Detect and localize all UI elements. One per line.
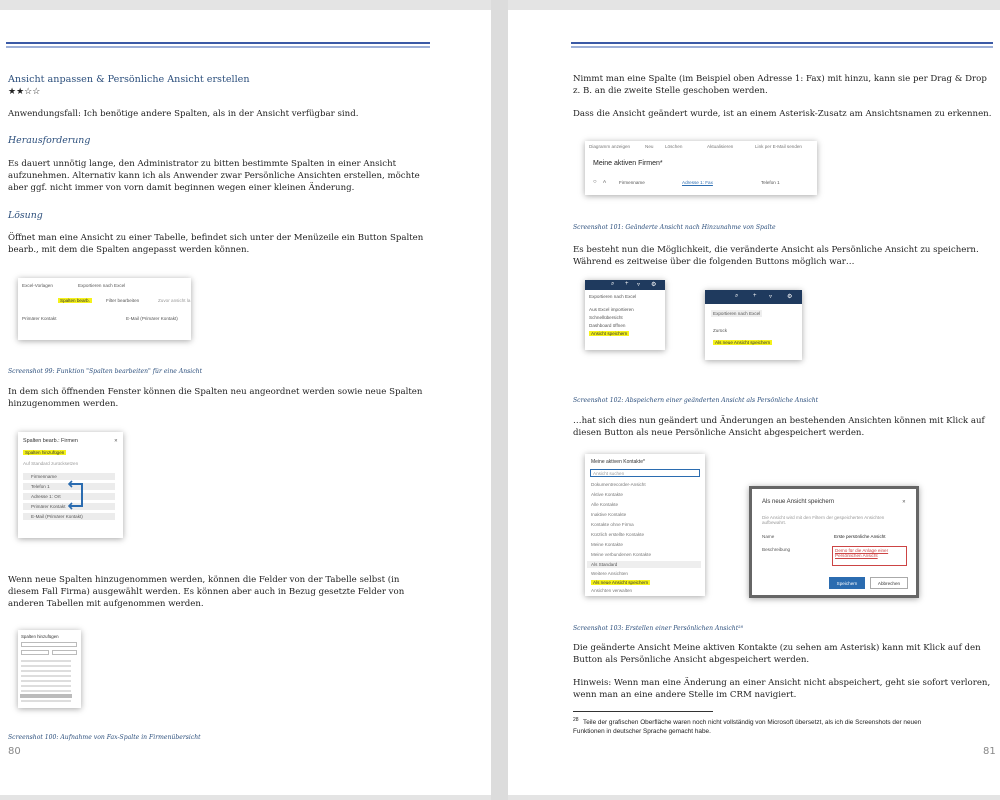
field-row bbox=[21, 675, 71, 677]
caption-99: Screenshot 99: Funktion "Spalten bearbeiten" für eine Ansicht bbox=[8, 368, 203, 375]
caption-103: Screenshot 103: Erstellen einer Persönlichen Ansicht²⁸ bbox=[573, 625, 744, 632]
toolbar-new: Neu bbox=[645, 144, 654, 149]
filter-icon: ▿ bbox=[637, 282, 641, 288]
column-row: Primärer Kontakt bbox=[23, 503, 115, 510]
export-excel-btn: Exportieren nach Excel bbox=[78, 283, 126, 288]
search-icon: ⌕ bbox=[735, 293, 739, 299]
open-dashboard-item: Dashboard öffnen bbox=[589, 323, 626, 328]
p2: Dass die Ansicht geändert wurde, ist an einem Asterisk-Zusatz am Ansichtsnamen zu erkennen. bbox=[573, 109, 992, 119]
back-item: Zurück bbox=[713, 328, 728, 333]
screenshot-101 bbox=[585, 141, 817, 195]
gear-icon: ⚙ bbox=[651, 282, 657, 288]
edit-columns-btn: Spalten bearb. bbox=[60, 298, 90, 303]
gear-icon: ⚙ bbox=[787, 294, 793, 300]
toolbar-refresh: Aktualisieren bbox=[707, 144, 734, 149]
p1-line-1: Nimmt man eine Spalte (im Beispiel oben Adresse 1: Fax) mit hinzu, kann sie per Drag & Drop bbox=[573, 74, 987, 84]
manage-views-item: Ansichten verwalten bbox=[591, 588, 633, 593]
filter-icon: ▿ bbox=[769, 294, 773, 300]
footnote-line-2: Funktionen in deutscher Sprache gemacht habe. bbox=[573, 728, 711, 735]
type-select bbox=[52, 650, 77, 655]
col-phone: Telefon 1 bbox=[761, 180, 780, 185]
toolbar-chart: Diagramm anzeigen bbox=[589, 144, 631, 149]
reset-default-link: Auf Standard zurücksetzen bbox=[23, 461, 79, 466]
column-row: Adresse 1: Ort bbox=[23, 493, 115, 500]
screenshot-99 bbox=[18, 278, 191, 340]
field-row bbox=[21, 660, 71, 662]
field-row bbox=[21, 690, 71, 692]
field-row bbox=[21, 670, 71, 672]
dialog-title: Als neue Ansicht speichern bbox=[762, 499, 835, 505]
col-company: Firmenname bbox=[619, 180, 645, 185]
view-list-item: Meine verbundenen Kontakte bbox=[591, 552, 652, 557]
caption-100: Screenshot 100: Aufnahme von Fax-Spalte in Firmenübersicht bbox=[8, 734, 201, 741]
save-as-new-view-item: Als neue Ansicht speichern bbox=[715, 340, 771, 345]
page-gutter bbox=[491, 0, 508, 800]
excel-templates-btn: Excel-Vorlagen bbox=[22, 283, 53, 288]
difficulty-stars: ★★☆☆ bbox=[8, 87, 41, 97]
column-row: E-Mail (Primärer Kontakt) bbox=[23, 513, 115, 520]
p3-line-2: Während es zeitweise über die folgenden Buttons möglich war… bbox=[573, 257, 855, 267]
field-row bbox=[21, 680, 71, 682]
search-icon: ⌕ bbox=[611, 281, 615, 287]
p5-line-1: Die geänderte Ansicht Meine aktiven Kontakte (zu sehen am Asterisk) kann mit Klick auf den bbox=[573, 643, 981, 653]
save-as-new-view-item: Als neue Ansicht speichern bbox=[593, 580, 649, 585]
footnote-number: 28 bbox=[573, 717, 579, 723]
dialog-hint: Die Ansicht wird mit den Filtern der gespeicherten Ansichten aufbewahrt. bbox=[762, 515, 885, 525]
view-list-item: Als Standard bbox=[587, 561, 701, 568]
challenge-heading: Herausforderung bbox=[8, 135, 91, 146]
add-icon: + bbox=[753, 293, 757, 299]
close-icon[interactable]: ✕ bbox=[114, 438, 118, 443]
search-box bbox=[21, 642, 77, 647]
column-row: Firmenname bbox=[23, 473, 115, 480]
col-primary-contact: Primärer Kontakt bbox=[22, 316, 57, 321]
close-icon[interactable]: ✕ bbox=[902, 499, 906, 504]
column-row: Telefon 1 bbox=[23, 483, 115, 490]
view-title: Meine aktiven Kontakte* bbox=[591, 459, 645, 465]
table-select bbox=[21, 650, 49, 655]
view-search-input: Ansicht suchen bbox=[590, 469, 700, 477]
toolbar-delete: Löschen bbox=[665, 144, 683, 149]
solution-heading: Lösung bbox=[8, 210, 43, 221]
use-case-text: Anwendungsfall: Ich benötige andere Spalten, als in der Ansicht verfügbar sind. bbox=[8, 109, 359, 119]
dialog-title: Spalten bearb.: Firmen bbox=[23, 438, 78, 444]
view-list-item: Meine Kontakte bbox=[591, 542, 623, 547]
add-columns-title: Spalten hinzufügen bbox=[21, 634, 59, 639]
p6-line-1: Hinweis: Wenn man eine Änderung an einer Ansicht nicht abspeichert, geht sie sofort verloren, bbox=[573, 678, 991, 688]
screenshot-add-columns bbox=[18, 630, 81, 708]
description-field: Demo für die Anlage einer Persönlichen Ansicht bbox=[832, 546, 907, 566]
challenge-line-3: aber ggf. nicht immer von vorn damit beginnen wegen einer kleinen Änderung. bbox=[8, 183, 355, 193]
view-list-item: Dokumentrecorder-Ansicht bbox=[591, 482, 646, 487]
col-email: E-Mail (Primärer Kontakt) bbox=[126, 316, 178, 321]
solution-line-2: bearb., mit dem die Spalten angepasst werden können. bbox=[8, 245, 250, 255]
caption-101: Screenshot 101: Geänderte Ansicht nach Hinzunahme von Spalte bbox=[573, 224, 776, 231]
screenshot-102-b bbox=[705, 290, 802, 360]
header-rule bbox=[571, 42, 993, 48]
screenshot-103-a bbox=[585, 454, 705, 596]
name-value: Erste persönliche Ansicht bbox=[834, 534, 886, 539]
save-view-item: Ansicht speichern bbox=[591, 331, 628, 336]
toolbar-email-link: Link per E-Mail senden bbox=[755, 144, 802, 149]
header-rule bbox=[6, 42, 430, 48]
para3-line-2: diesem Fall Firma) ausgewählt werden. Es können aber auch in Bezug gesetzte Felder von bbox=[8, 587, 405, 597]
view-extra: Zuvor ansicht la bbox=[158, 298, 191, 303]
export-excel-item: Exportieren nach Excel bbox=[589, 294, 637, 299]
p6-line-2: wenn man an eine andere Stelle im CRM navigiert. bbox=[573, 690, 797, 700]
p4-line-1: …hat sich dies nun geändert und Änderungen an bestehenden Ansichten können mit Klick auf bbox=[573, 416, 985, 426]
add-icon: + bbox=[625, 281, 629, 287]
solution-line-1: Öffnet man eine Ansicht zu einer Tabelle, befindet sich unter der Menüzeile ein Button Spalten bbox=[8, 233, 424, 243]
page-number-right: 81 bbox=[983, 746, 996, 757]
top-bar bbox=[705, 290, 802, 304]
view-list-item: Kürzlich erstellte Kontakte bbox=[591, 532, 645, 537]
add-columns-button: Spalten hinzufügen bbox=[25, 450, 65, 455]
view-list-item: Alle Kontakte bbox=[591, 502, 619, 507]
field-row bbox=[21, 700, 71, 702]
para3-line-1: Wenn neue Spalten hinzugenommen werden, können die Felder von der Tabelle selbst (in bbox=[8, 575, 400, 585]
p4-line-2: diesen Button als neue Persönliche Ansicht abgespeichert werden. bbox=[573, 428, 865, 438]
section-title: Ansicht anpassen & Persönliche Ansicht erstellen bbox=[8, 74, 250, 85]
view-list-item: Weitere Ansichten bbox=[591, 571, 628, 576]
col-fax: Adresse 1: Fax bbox=[682, 180, 713, 185]
caption-102: Screenshot 102: Abspeichern einer geänderten Ansicht als Persönliche Ansicht bbox=[573, 397, 819, 404]
p5-line-2: Button als Persönliche Ansicht abgespeichert werden. bbox=[573, 655, 810, 665]
footnote-separator bbox=[573, 711, 713, 712]
reorder-arrows-icon bbox=[68, 480, 86, 510]
p3-line-1: Es besteht nun die Möglichkeit, die veränderte Ansicht als Persönliche Ansicht zu speichern. bbox=[573, 245, 979, 255]
para2-line-2: hinzugenommen werden. bbox=[8, 399, 119, 409]
para2-line-1: In dem sich öffnenden Fenster können die Spalten neu angeordnet werden sowie neue Spalten bbox=[8, 387, 423, 397]
screenshot-102-a bbox=[585, 280, 665, 350]
check-icon: ○ bbox=[593, 179, 597, 185]
footnote-line-1: Teile der grafischen Oberfläche waren noch nicht vollständig von Microsoft übersetzt, als ich die Screenshots der neuen bbox=[583, 719, 922, 726]
import-excel-item: Aus Excel importieren bbox=[589, 307, 634, 312]
challenge-line-2: aufzunehmen. Alternativ kann ich als Anwender zwar Persönliche Ansichten erstellen, möchte bbox=[8, 171, 420, 181]
view-list-item: Inaktive Kontakte bbox=[591, 512, 627, 517]
p1-line-2: z. B. an die zweite Stelle geschoben werden. bbox=[573, 86, 768, 96]
name-label: Name bbox=[762, 534, 775, 539]
field-row bbox=[21, 665, 71, 667]
export-excel-btn: Exportieren nach Excel bbox=[713, 311, 761, 316]
top-bar bbox=[585, 280, 665, 290]
screenshot-edit-columns bbox=[18, 432, 123, 538]
view-list-item: Kontakte ohne Firma bbox=[591, 522, 634, 527]
quick-view-item: Schnellübersicht bbox=[589, 315, 623, 320]
cancel-button[interactable]: Abbrechen bbox=[870, 577, 908, 589]
edit-filter-btn: Filter bearbeiten bbox=[106, 298, 140, 303]
screenshot-103-dialog bbox=[749, 486, 919, 598]
page-number-left: 80 bbox=[8, 746, 21, 757]
para3-line-3: anderen Tabellen mit aufgenommen werden. bbox=[8, 599, 204, 609]
left-page bbox=[0, 10, 491, 795]
selected-field-row bbox=[20, 694, 72, 698]
view-list-item: Aktive Kontakte bbox=[591, 492, 623, 497]
sort-icon: A bbox=[603, 179, 607, 184]
challenge-line-1: Es dauert unnötig lange, den Administrator zu bitten bestimmte Spalten in einer Ansicht bbox=[8, 159, 397, 169]
field-row bbox=[21, 685, 71, 687]
view-title: Meine aktiven Firmen* bbox=[593, 160, 663, 167]
right-page bbox=[508, 10, 1000, 795]
description-label: Beschreibung bbox=[762, 547, 791, 552]
save-button[interactable]: Speichern bbox=[829, 577, 865, 589]
